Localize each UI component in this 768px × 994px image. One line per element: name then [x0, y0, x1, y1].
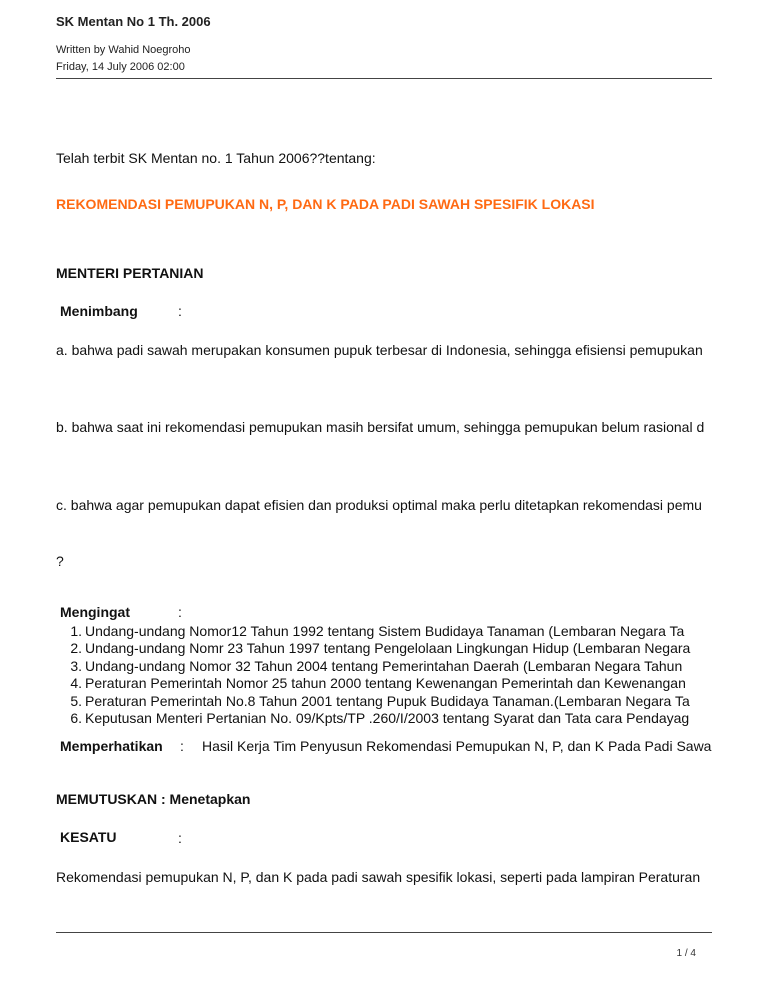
list-text: Undang-undang Nomor 32 Tahun 2004 tentang Pemerintahan Daerah (Lembaran Negara Tahun [85, 657, 683, 674]
memperhatikan-colon: : [180, 738, 184, 754]
list-number: 2. [70, 640, 82, 657]
list-number: 6. [70, 709, 82, 726]
list-number: 3. [70, 657, 82, 674]
author-line: Written by Wahid Noegroho [56, 44, 191, 56]
menimbang-label: Menimbang [60, 303, 138, 319]
list-item [56, 693, 690, 710]
list-item [56, 623, 690, 640]
list-text: Undang-undang Nomr 23 Tahun 1997 tentang Pengelolaan Lingkungan Hidup (Lembaran Negara [85, 640, 691, 657]
mengingat-colon: : [178, 604, 182, 620]
list-number: 4. [70, 675, 82, 692]
kesatu-label: KESATU [60, 829, 117, 845]
regulation-headline: REKOMENDASI PEMUPUKAN N, P, DAN K PADA PADI SAWAH SPESIFIK LOKASI [56, 196, 595, 212]
kesatu-colon: : [178, 830, 182, 846]
page-indicator: 1 / 4 [676, 948, 696, 959]
footer-divider [56, 932, 712, 933]
memperhatikan-label: Memperhatikan [60, 738, 163, 754]
list-item [56, 710, 690, 727]
menimbang-item-c: c. bahwa agar pemupukan dapat efisien dan produksi optimal maka perlu ditetapkan rekomendasi pemu [56, 497, 702, 513]
authority-heading: MENTERI PERTANIAN [56, 265, 204, 281]
list-text: Keputusan Menteri Pertanian No. 09/Kpts/TP .260/I/2003 tentang Syarat dan Tata cara Pendayag [85, 709, 690, 726]
document-title: SK Mentan No 1 Th. 2006 [56, 14, 211, 29]
kesatu-text: Rekomendasi pemupukan N, P, dan K pada padi sawah spesifik lokasi, seperti pada lampiran Peraturan [56, 869, 701, 885]
intro-text: Telah terbit SK Mentan no. 1 Tahun 2006??tentang: [56, 150, 376, 166]
list-item [56, 640, 690, 657]
list-text: Undang-undang Nomor12 Tahun 1992 tentang Sistem Budidaya Tanaman (Lembaran Negara Ta [85, 623, 685, 639]
header-divider [56, 78, 712, 79]
memutuskan-heading: MEMUTUSKAN : Menetapkan [56, 791, 251, 807]
menimbang-item-a: a. bahwa padi sawah merupakan konsumen pupuk terbesar di Indonesia, sehingga efisiensi pemupukan [56, 342, 703, 358]
date-line: Friday, 14 July 2006 02:00 [56, 61, 185, 73]
mengingat-list [56, 623, 690, 727]
menimbang-colon: : [178, 303, 182, 319]
memperhatikan-text: Hasil Kerja Tim Penyusun Rekomendasi Pemupukan N, P, dan K Pada Padi Sawa [202, 738, 712, 754]
list-number: 5. [70, 692, 82, 709]
list-text: Peraturan Pemerintah Nomor 25 tahun 2000 tentang Kewenangan Pemerintah dan Kewenangan [85, 675, 686, 692]
menimbang-item-b: b. bahwa saat ini rekomendasi pemupukan masih bersifat umum, sehingga pemupukan belum rasional d [56, 419, 705, 435]
list-text: Peraturan Pemerintah No.8 Tahun 2001 tentang Pupuk Budidaya Tanaman.(Lembaran Negara Ta [85, 692, 690, 709]
list-item [56, 658, 690, 675]
list-number: 1. [70, 623, 82, 639]
placeholder-mark: ? [56, 553, 64, 569]
mengingat-label: Mengingat [60, 604, 130, 620]
list-item [56, 675, 690, 692]
